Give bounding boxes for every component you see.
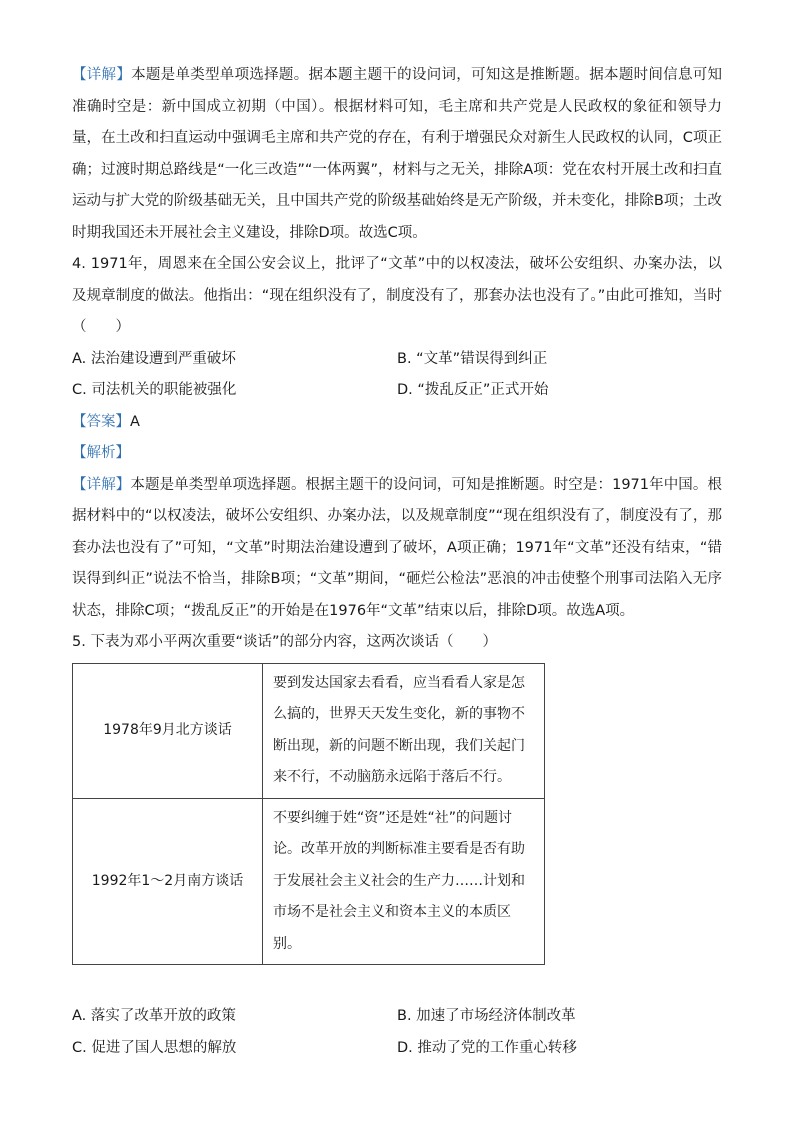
table-row bbox=[73, 798, 545, 965]
q4-answer bbox=[72, 407, 722, 439]
analysis-tag: 【解析】 bbox=[72, 445, 130, 461]
detail-tag: 【详解】 bbox=[72, 476, 131, 493]
q4-detail bbox=[72, 470, 722, 628]
q5-stem: 5. 下表为邓小平两次重要“谈话”的部分内容，这两次谈话（ ） bbox=[72, 634, 497, 650]
q4-option-b: B. “文革”错误得到纠正 bbox=[397, 350, 548, 367]
talk-content: 要到发达国家去看看，应当看看人家是怎么搞的，世界天天发生变化，新的事物不断出现，新的问题不断出现，我们关起门来不行，不动脑筋永远陷于落后不行。 bbox=[263, 663, 545, 798]
document-page bbox=[72, 60, 722, 1064]
table-row bbox=[73, 663, 545, 798]
q5-option-d: D. 推动了党的工作重心转移 bbox=[397, 1039, 577, 1056]
q5-option-c: C. 促进了国人思想的解放 bbox=[72, 1039, 237, 1056]
q4-options-row-1 bbox=[72, 344, 722, 376]
q5-option-a: A. 落实了改革开放的政策 bbox=[72, 1008, 236, 1024]
q3-detail-text: 本题是单类型单项选择题。据本题主题干的设问词，可知这是推断题。据本题时间信息可知准确时空是：新中国成立初期（中国）。根据材料可知，毛主席和共产党是人民政权的象征和领导力量，在土改和扫直运动中强调毛主席和共产党的存在，有利于增强民众对新生人民政权的认同，C项正确；过渡时期总路线是“一化三改造”“一体两翼”，材料与之无关，排除A项：党在农村开展土改和扫直运动与扩大党的阶级基础无关，且中国共产党的阶级基础始终是无产阶级，并未变化，排除B项；土改时期我国还未开展社会主义建设，排除D项。故选C项。 bbox=[72, 67, 723, 241]
talk-content: 不要纠缠于姓“资”还是姓“社”的问题讨论。改革开放的判断标准主要看是否有助于发展社会主义社会的生产力……计划和市场不是社会主义和资本主义的本质区别。 bbox=[263, 798, 545, 965]
q4-option-c: C. 司法机关的职能被强化 bbox=[72, 382, 237, 398]
q5-table bbox=[72, 663, 545, 966]
answer-tag: 【答案】 bbox=[72, 413, 130, 430]
q5-options-row-1 bbox=[72, 1001, 722, 1033]
q4-detail-text: 本题是单类型单项选择题。根据主题干的设问词，可知是推断题。时空是：1971年中国。根据材料中的“以权凌法，破坏公安组织、办案办法，以及规章制度”“现在组织没有了，制度没有了，那套办法也没有了”可知，“文革”时期法治建设遭到了破坏，A项正确；1971年“文革”还没有结束，“错误得到纠正”说法不恰当，排除B项；“文革”期间，“砸烂公检法”恶浪的冲击使整个刑事司法陷入无序状态，排除C项；“拨乱反正”的开始是在1976年“文革”结束以后，排除D项。故选A项。 bbox=[72, 476, 722, 619]
talk-date: 1978年9月北方谈话 bbox=[73, 663, 263, 798]
q4-analysis-heading bbox=[72, 438, 722, 470]
q4-options-row-2 bbox=[72, 375, 722, 407]
detail-tag: 【详解】 bbox=[72, 67, 132, 83]
q4-answer-value: A bbox=[130, 413, 140, 430]
q5-option-b: B. 加速了市场经济体制改革 bbox=[397, 1008, 576, 1024]
q4-option-a: A. 法治建设遭到严重破坏 bbox=[72, 350, 236, 367]
q4-option-d: D. “拨乱反正”正式开始 bbox=[397, 382, 549, 398]
q4-stem: 4. 1971年，周恩来在全国公安会议上，批评了“文革”中的以权凌法，破坏公安组织、办案办法，以及规章制度的做法。他指出：“现在组织没有了，制度没有了，那套办法也没有了。”由此可推知，当时（ ） bbox=[72, 256, 722, 335]
q5-options-row-2 bbox=[72, 1033, 722, 1065]
q3-detail bbox=[72, 60, 722, 249]
talk-date: 1992年1～2月南方谈话 bbox=[73, 798, 263, 965]
